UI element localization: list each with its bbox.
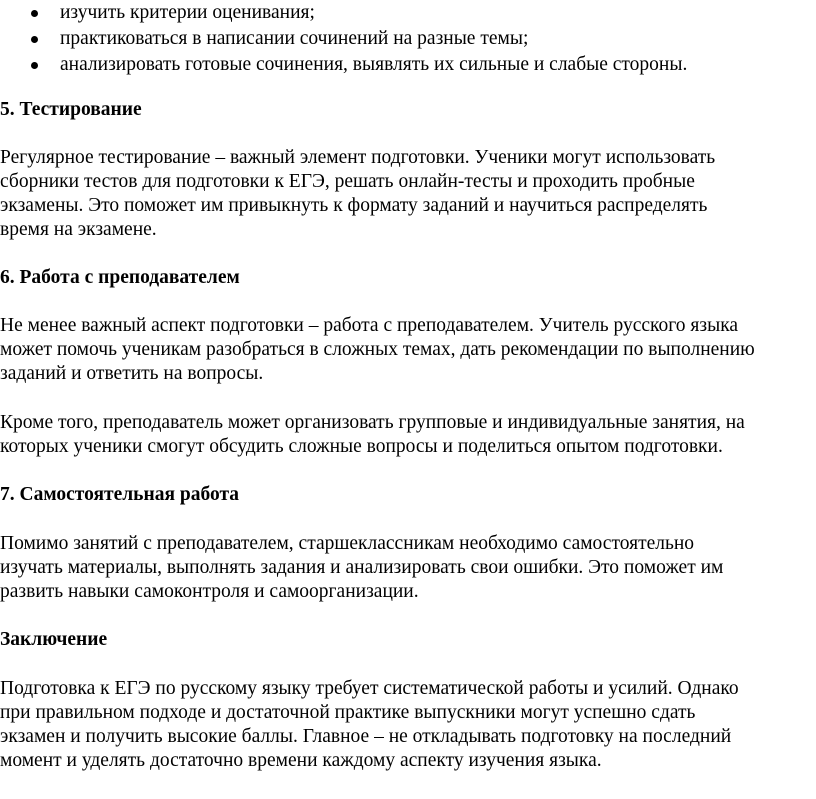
text-line: экзамены. Это поможет им привыкнуть к формату заданий и научиться распределять	[0, 195, 708, 216]
section-teacher	[0, 266, 816, 290]
section-testing	[0, 98, 816, 122]
text-line: развить навыки самоконтроля и самоорганизации.	[0, 581, 419, 602]
section-conclusion-body	[0, 677, 816, 773]
text-line: заданий и ответить на вопросы.	[0, 363, 264, 384]
text-line: может помочь ученикам разобраться в сложных темах, дать рекомендации по выполнению	[0, 339, 755, 360]
paragraph	[0, 411, 816, 459]
section-heading: Заключение	[0, 629, 108, 650]
section-self-study-body	[0, 532, 816, 604]
list-item-text: анализировать готовые сочинения, выявлять их сильные и слабые стороны.	[60, 54, 688, 75]
text-line: экзамен и получить высокие баллы. Главное – не откладывать подготовку на последний	[0, 726, 732, 747]
text-line: при правильном подходе и достаточной практике выпускники могут успешно сдать	[0, 702, 696, 723]
section-heading: 5. Тестирование	[0, 99, 142, 120]
section-testing-body	[0, 146, 816, 242]
list-item-text: изучить критерии оценивания;	[60, 2, 315, 23]
text-line: Не менее важный аспект подготовки – работа с преподавателем. Учитель русского языка	[0, 315, 739, 336]
text-line: Помимо занятий с преподавателем, старшеклассникам необходимо самостоятельно	[0, 533, 695, 554]
paragraph	[0, 146, 816, 242]
section-teacher-body-1	[0, 314, 816, 386]
bullet-icon	[31, 10, 38, 17]
bullet-icon	[31, 36, 38, 43]
text-line: Кроме того, преподаватель может организовать групповые и индивидуальные занятия, на	[0, 412, 745, 433]
text-line: которых ученики смогут обсудить сложные вопросы и поделиться опытом подготовки.	[0, 436, 723, 457]
section-conclusion	[0, 628, 816, 652]
section-heading: 6. Работа с преподавателем	[0, 267, 240, 288]
text-line: время на экзамене.	[0, 219, 157, 240]
text-line: момент и уделять достаточно времени каждому аспекту изучения языка.	[0, 750, 602, 771]
section-teacher-body-2	[0, 411, 816, 459]
text-line: изучать материалы, выполнять задания и анализировать свои ошибки. Это поможет им	[0, 557, 724, 578]
paragraph	[0, 532, 816, 604]
text-line: сборники тестов для подготовки к ЕГЭ, решать онлайн-тесты и проходить пробные	[0, 171, 695, 192]
text-line: Регулярное тестирование – важный элемент подготовки. Ученики могут использовать	[0, 147, 716, 168]
list-item-text: практиковаться в написании сочинений на разные темы;	[60, 28, 529, 49]
section-heading: 7. Самостоятельная работа	[0, 484, 240, 505]
bullet-icon	[31, 62, 38, 69]
text-line: Подготовка к ЕГЭ по русскому языку требует систематической работы и усилий. Однако	[0, 678, 739, 699]
section-self-study	[0, 483, 816, 507]
paragraph	[0, 677, 816, 773]
paragraph	[0, 314, 816, 386]
